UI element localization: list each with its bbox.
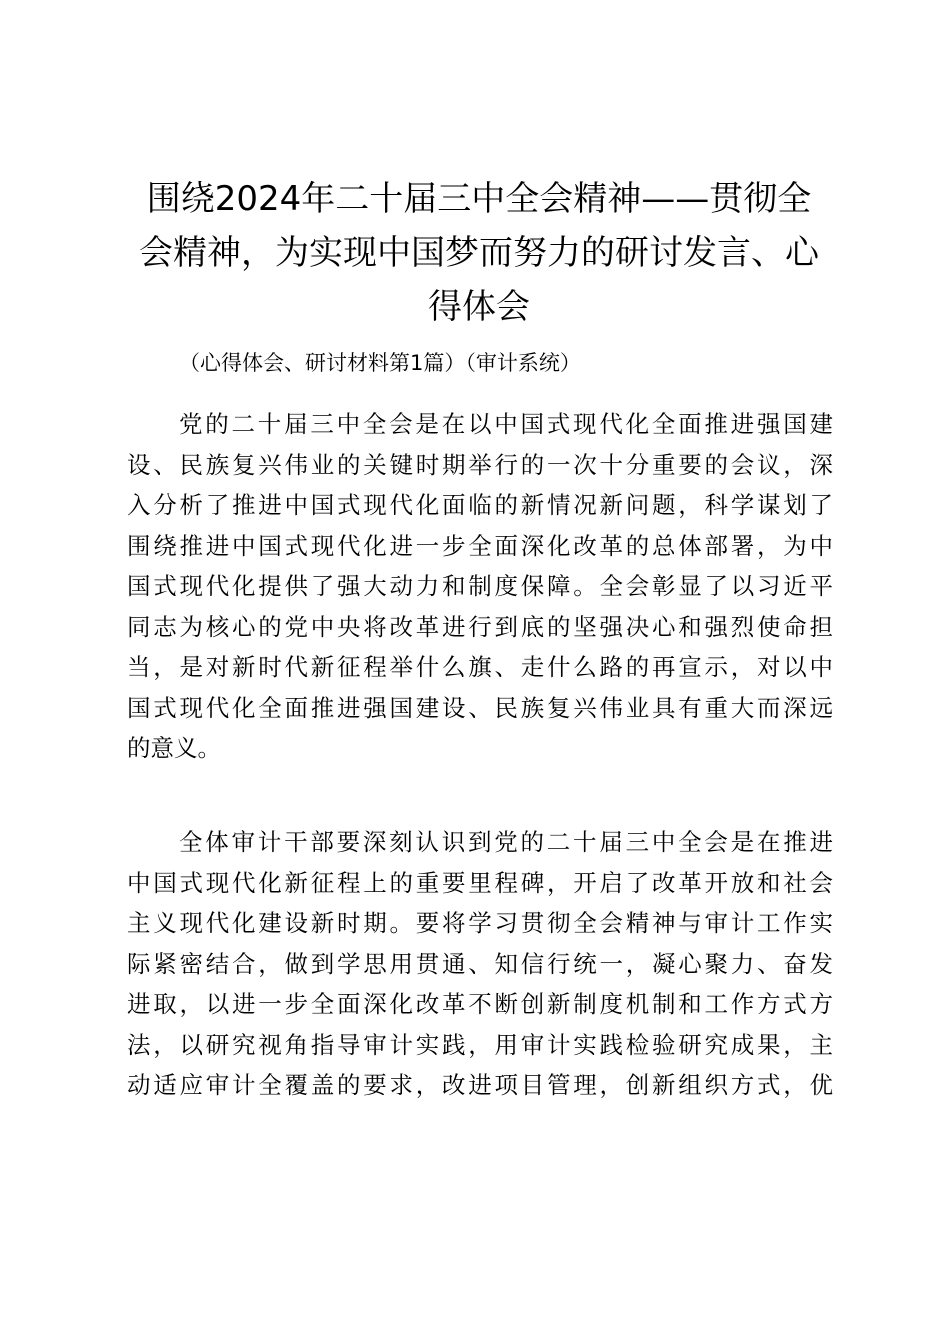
paragraph-line: 法，以研究视角指导审计实践，用审计实践检验研究成果，主 — [127, 1030, 833, 1059]
paragraph-line: 国式现代化全面推进强国建设、民族复兴伟业具有重大而深远 — [127, 693, 833, 722]
document-title — [120, 172, 838, 334]
paragraph-line: 际紧密结合，做到学思用贯通、知信行统一，凝心聚力、奋发 — [127, 949, 833, 978]
paragraph-line: 动适应审计全覆盖的要求，改进项目管理，创新组织方式，优 — [127, 1071, 833, 1099]
paragraph-line: 党的二十届三中全会是在以中国式现代化全面推进强国建 — [179, 410, 833, 438]
paragraph-line: 进取，以进一步全面深化改革不断创新制度机制和工作方式方 — [127, 990, 833, 1018]
paragraph-line: 设、民族复兴伟业的关键时期举行的一次十分重要的会议，深 — [127, 450, 833, 479]
paragraph-line: 当，是对新时代新征程举什么旗、走什么路的再宣示，对以中 — [127, 653, 833, 681]
title-line: 得体会 — [428, 287, 530, 327]
paragraph-line: 主义现代化建设新时期。要将学习贯彻全会精神与审计工作实 — [127, 909, 833, 937]
title-line: 围绕2024年二十届三中全会精神——贯彻全 — [146, 179, 812, 219]
paragraph-1 — [127, 404, 833, 769]
paragraph-2 — [127, 822, 833, 1106]
paragraph-line: 全体审计干部要深刻认识到党的二十届三中全会是在推进 — [179, 828, 833, 856]
paragraph-line: 中国式现代化新征程上的重要里程碑，开启了改革开放和社会 — [127, 868, 833, 897]
paragraph-line: 同志为核心的党中央将改革进行到底的坚强决心和强烈使命担 — [127, 612, 833, 641]
paragraph-line: 的意义。 — [127, 734, 221, 762]
paragraph-line: 国式现代化提供了强大动力和制度保障。全会彰显了以习近平 — [127, 572, 833, 600]
title-line: 会精神，为实现中国梦而努力的研讨发言、心 — [139, 233, 819, 273]
paragraph-line: 围绕推进中国式现代化进一步全面深化改革的总体部署，为中 — [127, 531, 833, 560]
paragraph-line: 入分析了推进中国式现代化面临的新情况新问题，科学谋划了 — [127, 491, 833, 519]
document-subtitle: （心得体会、研讨材料第1篇）（审计系统） — [179, 351, 581, 375]
